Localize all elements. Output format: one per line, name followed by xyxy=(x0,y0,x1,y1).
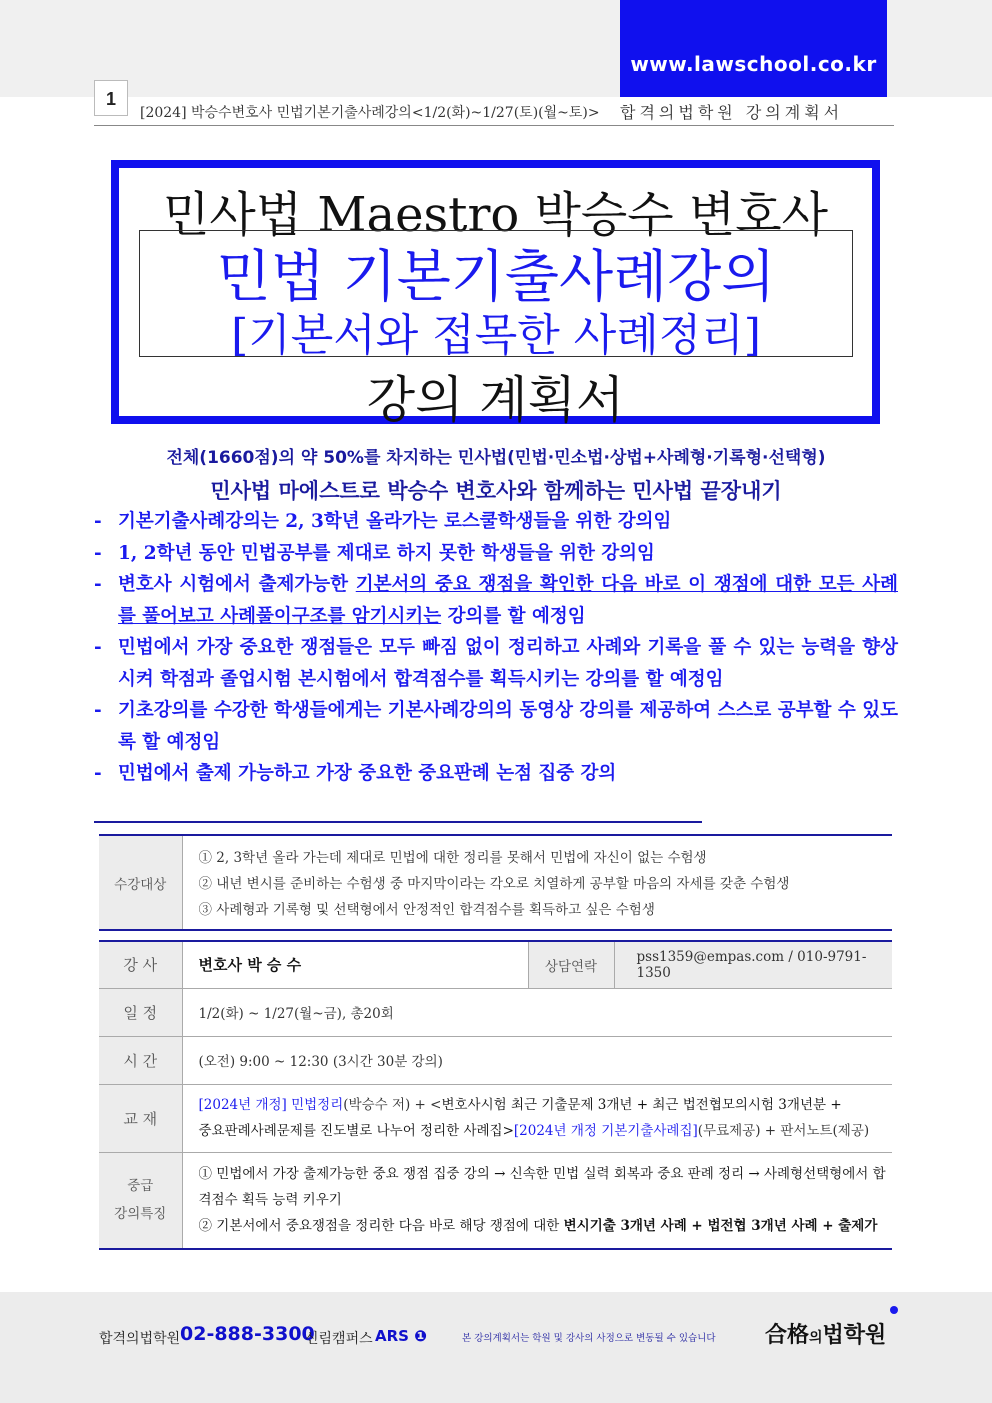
site-url[interactable]: www.lawschool.co.kr xyxy=(630,52,877,76)
instructor-value: 변호사 박 승 수 xyxy=(182,941,528,988)
textbook-text: (박승수 저) + < xyxy=(343,1097,442,1113)
time-value: (오전) 9:00 ~ 12:30 (3시간 30분 강의) xyxy=(182,1036,892,1084)
bullet-dash: - xyxy=(94,637,102,658)
textbook-casebook: [2024년 개정 기본기출사례집] xyxy=(513,1123,698,1139)
lead-line-2: 민사법 마에스트로 박승수 변호사와 함께하는 민사법 끝장내기 xyxy=(210,479,782,503)
bullet-item xyxy=(94,569,898,632)
info-table xyxy=(99,940,892,1250)
schedule-value: 1/2(화) ~ 1/27(월~금), 총20회 xyxy=(182,988,892,1036)
bullet-item xyxy=(94,538,898,570)
feature-text: ① 민법에서 가장 출제가능한 중요 쟁점 집중 강의 xyxy=(198,1166,490,1183)
contact-label: 상담연락 xyxy=(528,941,614,988)
bullet-underlined-text: 기본서의 중요 쟁점을 확인한 다음 바로 이 쟁점에 대한 모든 사례를 풀어보고 사례풀이구조를 암기시키는 xyxy=(118,574,898,627)
textbook-text: (무료제공) + 판서노트(제공) xyxy=(697,1123,870,1139)
title-line-course: 민법 기본기출사례강의 xyxy=(216,245,776,310)
feature-text: → 신속한 민법 실력 회복과 중요 판례 정리 → 사례형선택형에서 합격점수 획득 능력 키우기 xyxy=(198,1166,886,1209)
bullet-item xyxy=(94,506,898,538)
logo-part: 법학원 xyxy=(822,1323,887,1348)
target-table xyxy=(99,834,892,931)
bullet-text: 민법에서 가장 중요한 쟁점들은 모두 빠짐 없이 정리하고 사례와 기록을 풀 수 있는 능력을 향상시켜 학점과 졸업시험 본시험에서 합격점수를 획득시키는 강의를 할 예정임 xyxy=(118,637,898,690)
lead-line-1: 전체(1660점)의 약 50%를 차지하는 민사법(민법·민소법·상법+사례형·기록형·선택형) xyxy=(166,448,826,468)
bullet-item xyxy=(94,632,898,695)
target-items xyxy=(182,835,892,930)
bullet-text: 강의를 할 예정임 xyxy=(441,605,586,627)
textbook-text: 변호사시험 최근 기출문제 3개년 + 최근 법전협모의시험 3개년분 + xyxy=(441,1097,842,1113)
logo-dot-icon xyxy=(890,1306,898,1314)
footer-ars: ARS ❶ xyxy=(375,1327,427,1345)
bullet-dash: - xyxy=(94,574,102,595)
contact-value[interactable]: pss1359@empas.com / 010-9791-1350 xyxy=(614,941,892,988)
academy-logo xyxy=(765,1318,886,1349)
title-line-instructor: 민사법 Maestro 박승수 변호사 xyxy=(162,187,829,243)
instructor-label: 강 사 xyxy=(99,941,182,988)
textbook-label: 교 재 xyxy=(99,1084,182,1152)
bullet-item xyxy=(94,695,898,758)
time-label: 시 간 xyxy=(99,1036,182,1084)
bullet-dash: - xyxy=(94,542,102,564)
footer-campus: 신림캠퍼스 xyxy=(305,1331,373,1347)
bullet-underline xyxy=(94,821,702,823)
bullet-dash: - xyxy=(94,700,102,721)
page-number: 1 xyxy=(94,80,128,116)
features-label-line: 강의특징 xyxy=(114,1206,167,1223)
features-label-line: 중급 xyxy=(127,1178,154,1195)
target-item: ② 내년 변시를 준비하는 수험생 중 마지막이라는 각오로 치열하게 공부할 마음의 자세를 갖춘 수험생 xyxy=(198,875,790,892)
bullet-dash: - xyxy=(94,511,102,532)
bullet-text: 기초강의를 수강한 학생들에게는 기본사례강의의 동영상 강의를 제공하여 스스로 공부할 수 있도록 할 예정임 xyxy=(118,700,898,753)
schedule-label: 일 정 xyxy=(99,988,182,1036)
feature-text: 변시기출 3개년 사례 + 법전협 3개년 사례 + 출제가 xyxy=(563,1218,878,1235)
textbook-value xyxy=(182,1084,892,1152)
feature-text: ② 기본서에서 중요쟁점을 정리한 다음 바로 해당 쟁점에 대한 xyxy=(198,1218,564,1235)
target-label: 수강대상 xyxy=(99,835,182,930)
footer-academy: 합격의법학원 xyxy=(99,1331,181,1347)
title-line-subtitle: [기본서와 접목한 사례정리] xyxy=(231,310,761,361)
title-box xyxy=(111,160,880,429)
textbook-main: [2024년 개정] 민법정리 xyxy=(198,1097,344,1113)
title-inner-box xyxy=(139,230,853,361)
footer-phone[interactable]: 02-888-3300 xyxy=(180,1323,315,1345)
features-value xyxy=(182,1152,892,1249)
bullet-text: 변호사 시험에서 출제가능한 xyxy=(118,574,356,595)
footer-notice: 본 강의계획서는 학원 및 강사의 사정으로 변동될 수 있습니다 xyxy=(462,1333,716,1344)
bullet-text: 1, 2학년 동안 민법공부를 제대로 하지 못한 학생들을 위한 강의임 xyxy=(118,542,655,564)
bullet-text: 민법에서 출제 가능하고 가장 중요한 중요판례 논점 집중 강의 xyxy=(118,763,617,784)
logo-part: 의 xyxy=(809,1330,823,1346)
site-banner xyxy=(620,0,887,97)
bullet-item xyxy=(94,758,898,790)
course-bullets xyxy=(94,506,898,790)
running-right-title: 합격의법학원 강의계획서 xyxy=(620,103,844,122)
features-label xyxy=(99,1152,182,1249)
textbook-text: 중요판례사례문제를 진도별로 나누어 정리한 사례집> xyxy=(198,1123,514,1139)
running-title: [2024] 박승수변호사 민법기본기출사례강의<1/2(화)~1/27(토)(월~토)> xyxy=(140,105,600,121)
target-item: ③ 사례형과 기록형 및 선택형에서 안정적인 합격점수를 획득하고 싶은 수험생 xyxy=(198,901,655,918)
bullet-text: 기본기출사례강의는 2, 3학년 올라가는 로스쿨학생들을 위한 강의임 xyxy=(118,511,672,532)
header-divider xyxy=(94,125,894,126)
title-line-plan: 강의 계획서 xyxy=(366,371,625,429)
logo-part: 合格 xyxy=(765,1323,810,1348)
bullet-dash: - xyxy=(94,763,102,784)
target-item: ① 2, 3학년 올라 가는데 제대로 민법에 대한 정리를 못해서 민법에 자신이 없는 수험생 xyxy=(198,849,707,866)
